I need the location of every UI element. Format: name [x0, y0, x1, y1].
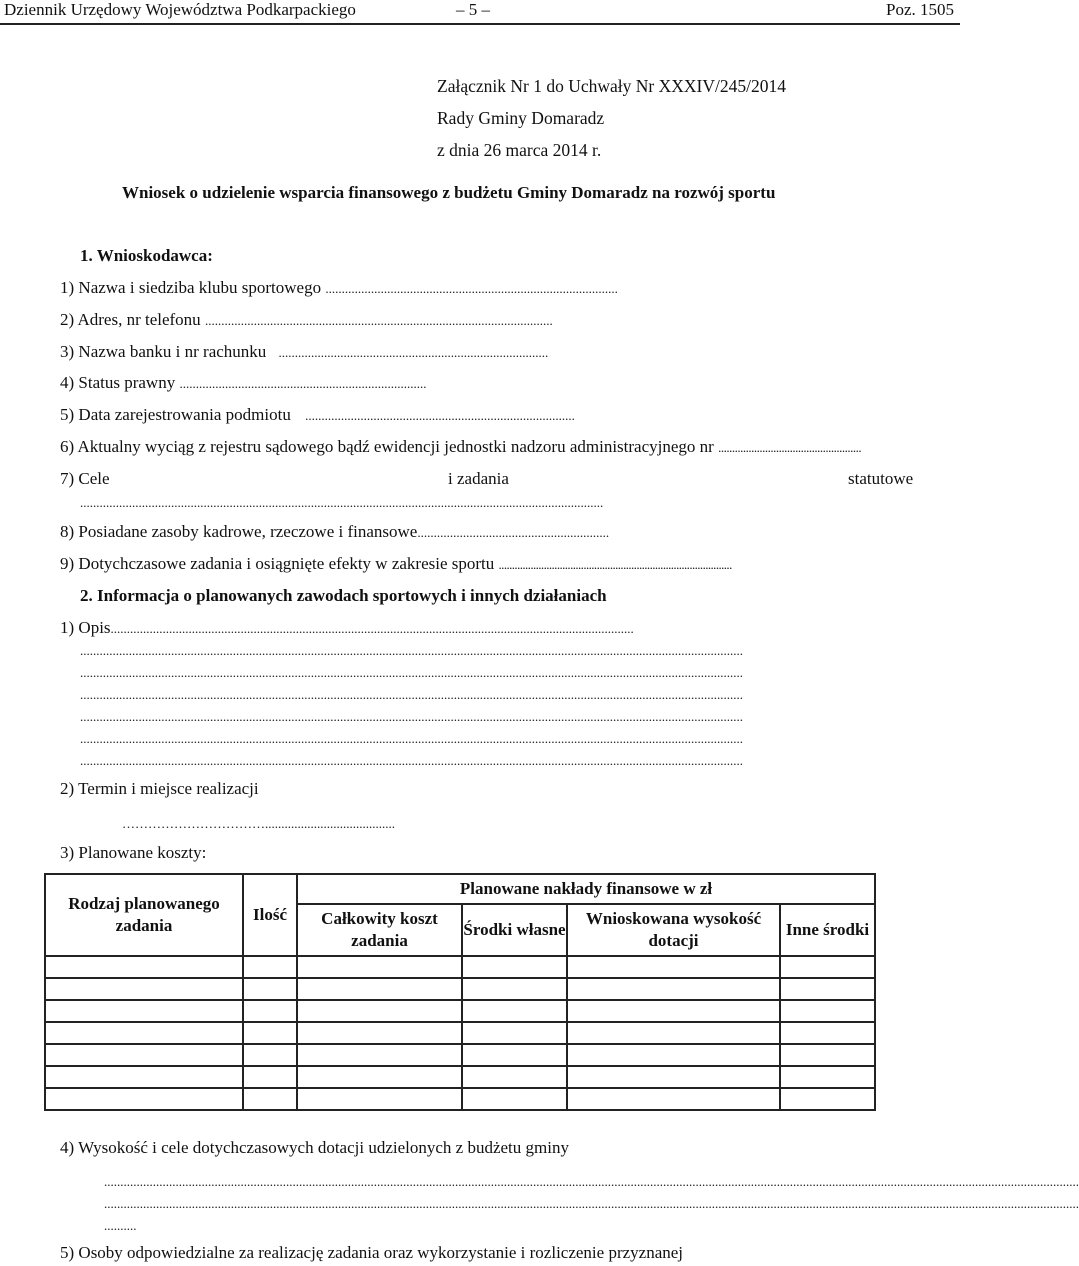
fill-line: ........................................................... [417, 525, 610, 540]
fill-line: ........................................................................................................... [204, 313, 553, 328]
table-cell[interactable] [243, 1022, 297, 1044]
field-bank[interactable] [60, 342, 548, 362]
fill-line-description-2[interactable]: ............................................................................................................................................................................................................ [80, 665, 743, 680]
fill-line-subsidies-2[interactable]: ............................................................................................................................................................................................................................................................................................................ [104, 1196, 1079, 1211]
table-cell[interactable] [462, 978, 567, 1000]
field-resources[interactable] [60, 522, 609, 542]
table-cell[interactable] [297, 1066, 462, 1088]
table-cell[interactable] [780, 1044, 875, 1066]
fill-line-description-5[interactable]: ............................................................................................................................................................................................................ [80, 731, 743, 746]
fill-line-description-1[interactable]: ............................................................................................................................................................................................................ [80, 643, 743, 658]
field-label: 4) Status prawny [60, 373, 176, 392]
field-responsible-persons: 5) Osoby odpowiedzialne za realizację zadania oraz wykorzystanie i rozliczenie przyznanej [60, 1243, 684, 1262]
table-cell[interactable] [462, 1044, 567, 1066]
field-term-place: 2) Termin i miejsce realizacji [60, 779, 259, 798]
fill-line: ........................................................................................ [498, 557, 732, 572]
table-cell[interactable] [567, 1088, 780, 1110]
table-cell[interactable] [45, 1044, 243, 1066]
table-cell[interactable] [45, 1088, 243, 1110]
header-rule [0, 23, 960, 25]
header-task-type: Rodzaj planowanego zadania [45, 874, 243, 956]
table-row [45, 1066, 875, 1088]
position-number: Poz. 1505 [886, 0, 954, 19]
page-header [0, 0, 960, 25]
fill-line-description-6[interactable]: ............................................................................................................................................................................................................ [80, 753, 743, 768]
table-cell[interactable] [780, 978, 875, 1000]
field-label: 3) Nazwa banku i nr rachunku [60, 342, 267, 361]
planned-costs-table [44, 873, 876, 1111]
fill-line-term-place[interactable]: ……………………………........................................ [122, 816, 395, 831]
table-cell[interactable] [243, 1066, 297, 1088]
fill-line: ................................................................................... [278, 345, 549, 360]
table-cell[interactable] [297, 956, 462, 978]
field-label: 1) Opis [60, 618, 111, 637]
page-number: – 5 – [456, 0, 490, 19]
table-row [45, 1022, 875, 1044]
attachment-line-1: Załącznik Nr 1 do Uchwały Nr XXXIV/245/2014 [437, 76, 786, 96]
document-title: Wniosek o udzielenie wsparcia finansowego z budżetu Gminy Domaradz na rozwój sportu [122, 183, 776, 202]
table-cell[interactable] [243, 978, 297, 1000]
section-2-heading: 2. Informacja o planowanych zawodach sportowych i innych działaniach [80, 586, 607, 605]
field-previous-subsidies: 4) Wysokość i cele dotychczasowych dotacji udzielonych z budżetu gminy [60, 1138, 569, 1157]
field-label: 6) Aktualny wyciąg z rejestru sądowego bądź ewidencji jednostki nadzoru administracyjnego nr [60, 437, 714, 456]
table-cell[interactable] [243, 956, 297, 978]
table-cell[interactable] [45, 1000, 243, 1022]
field-address[interactable] [60, 310, 553, 330]
table-cell[interactable] [780, 1022, 875, 1044]
table-cell[interactable] [567, 1066, 780, 1088]
fill-line-goals[interactable]: ................................................................................................................................................................. [80, 495, 604, 510]
field-previous-tasks[interactable] [60, 554, 732, 574]
table-cell[interactable] [780, 1066, 875, 1088]
fill-line-description-3[interactable]: ............................................................................................................................................................................................................ [80, 687, 743, 702]
table-cell[interactable] [567, 1044, 780, 1066]
table-cell[interactable] [243, 1000, 297, 1022]
table-cell[interactable] [462, 1000, 567, 1022]
field-goals-mid: i zadania [448, 469, 509, 488]
field-label: 2) Adres, nr telefonu [60, 310, 201, 329]
field-description[interactable] [60, 618, 920, 638]
table-row [45, 978, 875, 1000]
table-cell[interactable] [297, 1088, 462, 1110]
table-cell[interactable] [45, 956, 243, 978]
field-goals-right: statutowe [848, 469, 914, 488]
field-legal-status[interactable] [60, 373, 426, 393]
attachment-line-2: Rady Gminy Domaradz [437, 108, 605, 128]
table-cell[interactable] [243, 1088, 297, 1110]
fill-line: .................................................... [718, 440, 862, 455]
table-cell[interactable] [780, 1000, 875, 1022]
field-registration-date[interactable] [60, 405, 575, 425]
field-label: 1) Nazwa i siedziba klubu sportowego [60, 278, 322, 297]
fill-line: ................................................................................................................................................................. [110, 621, 634, 636]
table-cell[interactable] [462, 1022, 567, 1044]
table-cell[interactable] [243, 1044, 297, 1066]
field-goals-label: 7) Cele [60, 469, 110, 488]
section-1-heading: 1. Wnioskodawca: [80, 246, 213, 265]
attachment-line-3: z dnia 26 marca 2014 r. [437, 140, 602, 160]
fill-line: .......................................................................................... [325, 281, 618, 296]
table-cell[interactable] [780, 1088, 875, 1110]
table-cell[interactable] [567, 978, 780, 1000]
header-planned-expenditure: Planowane nakłady finansowe w zł [297, 874, 875, 904]
fill-line-subsidies-3[interactable]: .......... [104, 1218, 137, 1233]
field-label: 9) Dotychczasowe zadania i osiągnięte efekty w zakresie sportu [60, 554, 495, 573]
table-cell[interactable] [567, 956, 780, 978]
field-planned-costs: 3) Planowane koszty: [60, 843, 207, 862]
table-cell[interactable] [297, 1000, 462, 1022]
header-requested-subsidy: Wnioskowana wysokość dotacji [567, 904, 780, 956]
fill-line-description-4[interactable]: ............................................................................................................................................................................................................ [80, 709, 743, 724]
table-cell[interactable] [45, 978, 243, 1000]
table-cell[interactable] [297, 1044, 462, 1066]
fill-line-subsidies-1[interactable]: ............................................................................................................................................................................................................................................................................................................ [104, 1174, 1079, 1189]
field-club-name[interactable] [60, 278, 618, 298]
table-cell[interactable] [780, 956, 875, 978]
table-row [45, 956, 875, 978]
header-own-funds: Środki własne [462, 904, 567, 956]
field-label: 5) Data zarejestrowania podmiotu [60, 405, 291, 424]
table-row [45, 1088, 875, 1110]
header-other-funds: Inne środki [780, 904, 875, 956]
table-cell[interactable] [462, 1088, 567, 1110]
table-cell[interactable] [45, 1022, 243, 1044]
table-row [45, 1000, 875, 1022]
table-cell[interactable] [567, 1022, 780, 1044]
table-row [45, 1044, 875, 1066]
fill-line: ................................................................................... [305, 408, 575, 423]
field-label: 8) Posiadane zasoby kadrowe, rzeczowe i finansowe [60, 522, 418, 541]
fill-line: ............................................................................ [179, 376, 427, 391]
table-cell[interactable] [297, 1022, 462, 1044]
table-cell[interactable] [45, 1066, 243, 1088]
header-quantity: Ilość [243, 874, 297, 956]
table-cell[interactable] [462, 1066, 567, 1088]
table-cell[interactable] [567, 1000, 780, 1022]
header-total-cost: Całkowity koszt zadania [297, 904, 462, 956]
table-cell[interactable] [297, 978, 462, 1000]
publication-name: Dziennik Urzędowy Województwa Podkarpackiego [4, 0, 356, 19]
table-cell[interactable] [462, 956, 567, 978]
field-registry-extract[interactable] [60, 437, 861, 457]
